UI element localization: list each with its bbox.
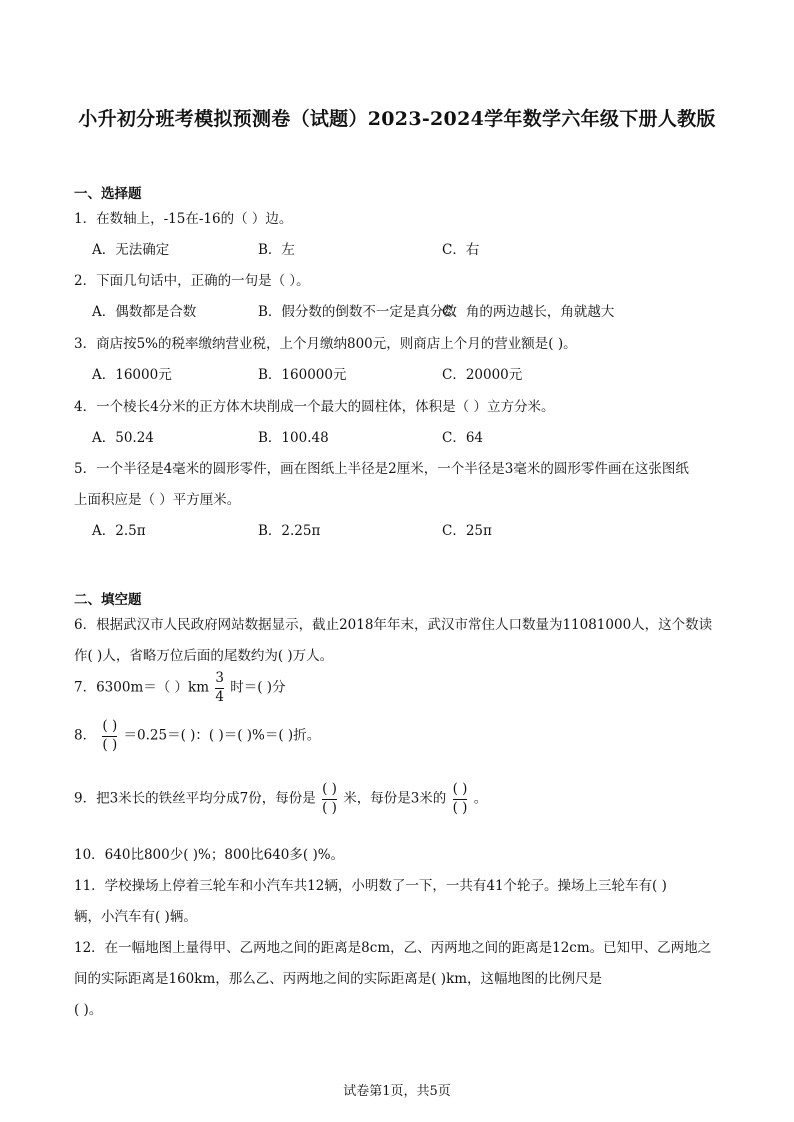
question-11-line1: 11．学校操场上停着三轮车和小汽车共12辆，小明数了一下，一共有41个轮子。操场上三轮车有( ) xyxy=(74,878,667,894)
q9-frac2-numerator: ( ) xyxy=(452,781,468,797)
q2-option-c: C．角的两边越长，角就越大 xyxy=(442,304,615,320)
question-9 xyxy=(74,782,487,816)
question-1: 1．在数轴上，-15在-16的（ ）边。 xyxy=(74,211,293,227)
question-8 xyxy=(74,719,320,753)
question-7 xyxy=(74,671,286,705)
q9-part2: 米，每份是3米的 xyxy=(343,790,447,807)
question-3: 3．商店按5%的税率缴纳营业税，上个月缴纳800元，则商店上个月的营业额是( )。 xyxy=(74,336,577,352)
q5-option-a: A．2.5π xyxy=(92,523,146,539)
q9-frac1-denominator: ( ) xyxy=(322,799,337,816)
q8-prefix: 8． xyxy=(74,727,97,744)
q3-option-a: A．16000元 xyxy=(92,367,172,383)
question-12-line1: 12．在一幅地图上量得甲、乙两地之间的距离是8cm，乙、丙两地之间的距离是12cm。已知甲、乙两地之 xyxy=(74,940,712,956)
q8-frac-numerator: ( ) xyxy=(102,718,118,734)
q8-frac-denominator: ( ) xyxy=(102,736,118,753)
section-heading-choice: 一、选择题 xyxy=(74,186,142,202)
q2-option-a: A．偶数都是合数 xyxy=(92,304,197,320)
q4-option-c: C．64 xyxy=(442,430,484,446)
q9-part1: 9．把3米长的铁丝平均分成7份，每份是 xyxy=(74,790,316,807)
q4-option-a: A．50.24 xyxy=(92,430,154,446)
q5-option-c: C．25π xyxy=(442,523,492,539)
q7-frac-numerator: 3 xyxy=(215,670,224,686)
q4-option-b: B．100.48 xyxy=(258,430,329,446)
question-5-line2: 上面积应是（ ）平方厘米。 xyxy=(74,492,241,508)
q7-part1: 7．6300m＝（ ）km xyxy=(74,679,210,696)
q9-fraction-1 xyxy=(322,782,337,816)
q5-option-b: B．2.25π xyxy=(258,523,321,539)
page-footer: 试卷第1页，共5页 xyxy=(343,1084,451,1099)
q3-option-c: C．20000元 xyxy=(442,367,523,383)
q3-option-b: B．160000元 xyxy=(258,367,347,383)
q1-option-c: C．右 xyxy=(442,242,480,258)
q7-frac-denominator: 4 xyxy=(215,688,224,705)
question-4: 4．一个棱长4分米的正方体木块削成一个最大的圆柱体，体积是（ ）立方分米。 xyxy=(74,399,555,415)
q2-option-b: B．假分数的倒数不一定是真分数 xyxy=(258,304,457,320)
question-6-line2: 作( )人，省略万位后面的尾数约为( )万人。 xyxy=(74,648,334,664)
question-12-line2: 间的实际距离是160km，那么乙、丙两地之间的实际距离是( )km，这幅地图的比例尺是 xyxy=(74,971,603,987)
q8-fraction xyxy=(102,719,117,753)
question-6-line1: 6．根据武汉市人民政府网站数据显示，截止2018年年末，武汉市常住人口数量为11081000人，这个数读 xyxy=(74,617,713,633)
question-2: 2．下面几句话中，正确的一句是（ ）。 xyxy=(74,273,310,289)
q9-frac2-denominator: ( ) xyxy=(452,799,468,816)
q9-frac1-numerator: ( ) xyxy=(322,781,337,797)
q9-part3: 。 xyxy=(473,790,488,807)
question-10: 10．640比800少( )%；800比640多( )%。 xyxy=(74,847,345,863)
section-heading-fill: 二、填空题 xyxy=(74,592,142,608)
q9-fraction-2 xyxy=(453,782,468,816)
q8-rest: ＝0.25＝( )：( )＝( )%＝( )折。 xyxy=(123,727,321,744)
q7-fraction xyxy=(215,671,224,705)
question-11-line2: 辆，小汽车有( )辆。 xyxy=(74,909,197,925)
q1-option-a: A．无法确定 xyxy=(92,242,170,258)
q7-part2: 时＝( )分 xyxy=(230,679,286,696)
page-title: 小升初分班考模拟预测卷（试题）2023-2024学年数学六年级下册人教版 xyxy=(78,108,716,130)
q1-option-b: B．左 xyxy=(258,242,295,258)
question-5-line1: 5．一个半径是4毫米的圆形零件，画在图纸上半径是2厘米，一个半径是3毫米的圆形零件画在这张图纸 xyxy=(74,461,689,477)
question-12-line3: ( )。 xyxy=(74,1002,103,1018)
